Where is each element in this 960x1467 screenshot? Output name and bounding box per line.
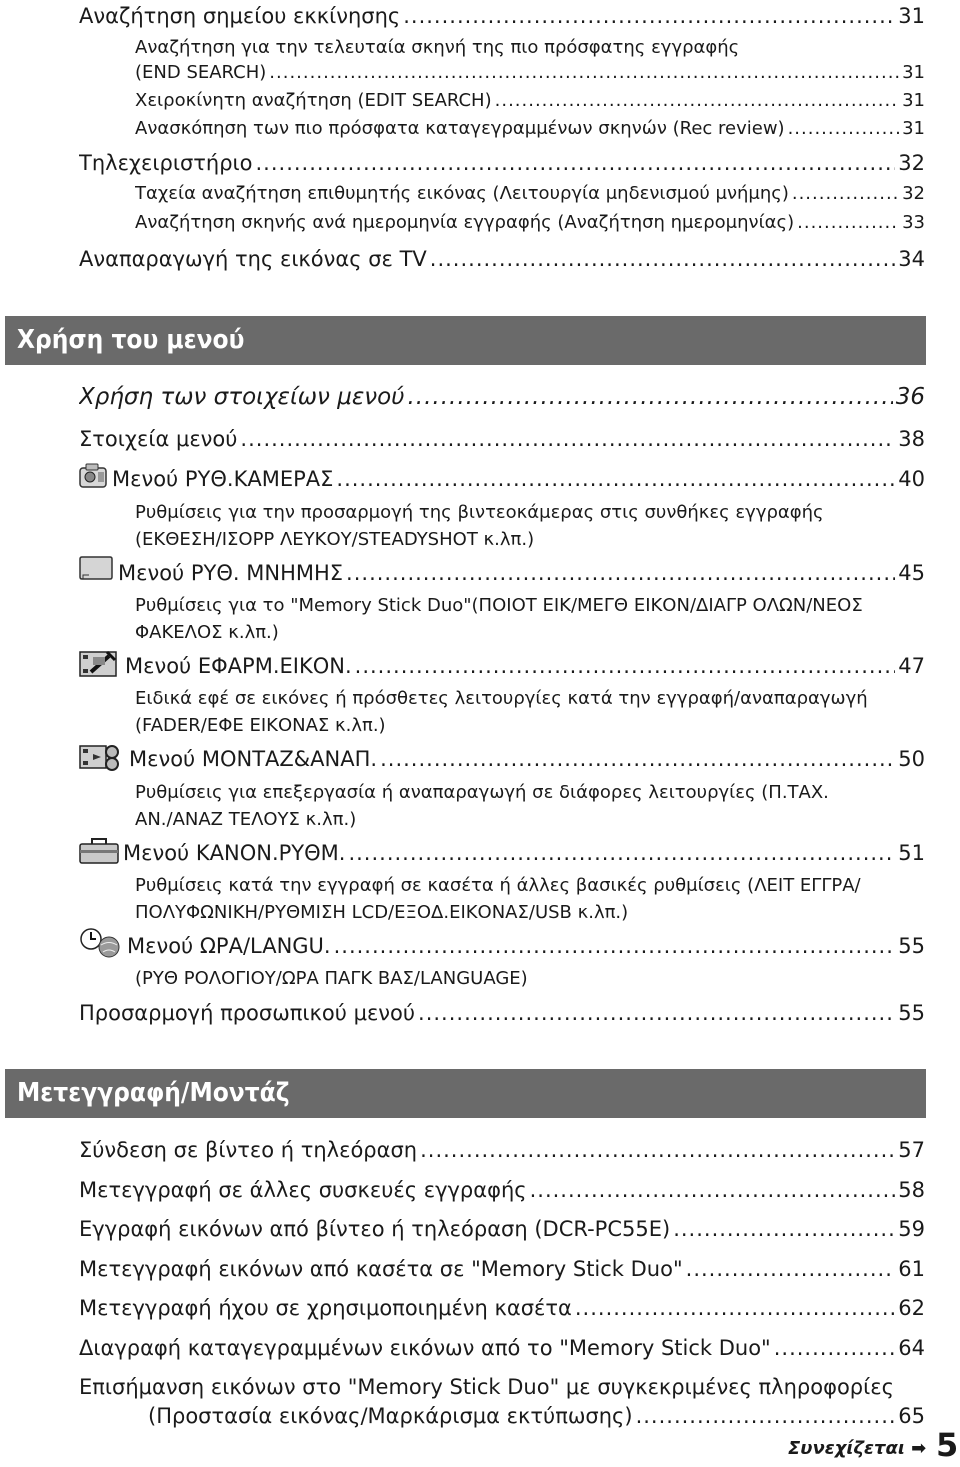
toc-entry-menu-items[interactable]: Στοιχεία μενού ..... 38 (79, 427, 925, 451)
memory-set-description-2: ΦΑΚΕΛΟΣ κ.λπ.) (135, 622, 279, 643)
toc-entry-camera-set[interactable]: Μενού ΡΥΘ.ΚΑΜΕΡΑΣ ..... 40 (112, 467, 925, 491)
edit-play-description-1: Ρυθμίσεις για επεξεργασία ή αναπαραγωγή σε διάφορες λειτουργίες (Π.ΤΑΧ. (135, 782, 829, 803)
toc-entry-search-start[interactable]: Αναζήτηση σημείου εκκίνησης ..... 31 (79, 4, 925, 28)
toc-entry-dubbing[interactable]: Διαγραφή καταγεγραμμένων εικόνων από το "Memory Stick Duo" ..... 64 (79, 1336, 925, 1360)
picture-app-description-2: (FADER/ΕΦΕ ΕΙΚΟΝΑΣ κ.λπ.) (135, 715, 386, 736)
toc-entry-end-search-title: Αναζήτηση για την τελευταία σκηνή της πιο πρόσφατης εγγραφής (135, 37, 740, 58)
memory-set-description-1: Ρυθμίσεις για το "Memory Stick Duo"(ΠΟΙΟΤ ΕΙΚ/ΜΕΓΘ ΕΙΚΟΝ/ΔΙΑΓΡ ΟΛΩΝ/ΝΕΟΣ (135, 595, 863, 616)
toc-entry-rec-review[interactable]: Ανασκόπηση των πιο πρόσφατα καταγεγραμμένων σκηνών (Rec review) ..... 31 (135, 118, 925, 139)
picture-app-description-1: Ειδικά εφέ σε εικόνες ή πρόσθετες λειτουργίες κατά την εγγραφή/αναπαραγωγή (135, 688, 868, 709)
toc-entry-end-search[interactable]: (END SEARCH) ..... 31 (135, 62, 925, 83)
standard-set-description-2: ΠΟΛΥΦΩΝΙΚΗ/ΡΥΘΜΙΣΗ LCD/ΕΞΟΔ.ΕΙΚΟΝΑΣ/USB κ.λπ.) (135, 902, 629, 923)
toc-entry-dubbing[interactable]: Μετεγγραφή σε άλλες συσκευές εγγραφής ..... 58 (79, 1178, 925, 1202)
arrow-right-icon: ➡ (911, 1438, 927, 1459)
camera-set-description-1: Ρυθμίσεις για την προσαρμογή της βιντεοκάμερας στις συνθήκες εγγραφής (135, 502, 824, 523)
toc-entry-marking-title: Επισήμανση εικόνων στο "Memory Stick Duo" με συγκεκριμένες πληροφορίες (79, 1375, 894, 1399)
time-lang-description: (ΡΥΘ ΡΟΛΟΓΙΟΥ/ΩΡΑ ΠΑΓΚ ΒΑΣ/LANGUAGE) (135, 968, 528, 989)
toc-entry-dubbing[interactable]: Εγγραφή εικόνων από βίντεο ή τηλεόραση (DCR-PC55E) ..... 59 (79, 1217, 925, 1241)
toc-entry-zero-memory[interactable]: Ταχεία αναζήτηση επιθυμητής εικόνας (Λειτουργία μηδενισμού μνήμης) ..... 32 (135, 183, 925, 204)
standard-set-description-1: Ρυθμίσεις κατά την εγγραφή σε κασέτα ή άλλες βασικές ρυθμίσεις (ΛΕΙΤ ΕΓΓΡΑ/ (135, 875, 861, 896)
toc-entry-marking[interactable]: (Προστασία εικόνας/Μαρκάρισμα εκτύπωσης) ..... 65 (148, 1404, 925, 1428)
toc-entry-time-lang[interactable]: Μενού ΩΡΑ/LANGU. ..... 55 (127, 934, 925, 958)
clock-globe-icon (79, 928, 121, 962)
camera-settings-icon (79, 463, 107, 493)
toc-entry-dubbing[interactable]: Μετεγγραφή εικόνων από κασέτα σε "Memory Stick Duo" ..... 61 (79, 1257, 925, 1281)
picture-application-icon (79, 648, 119, 682)
camera-set-description-2: (ΕΚΘΕΣΗ/ΙΣΟΡΡ ΛΕΥΚΟΥ/STEADYSHOT κ.λπ.) (135, 529, 535, 550)
toc-entry-edit-search[interactable]: Χειροκίνητη αναζήτηση (EDIT SEARCH) ..... 31 (135, 90, 925, 111)
memory-settings-icon (79, 556, 113, 584)
section-header-menu: Χρήση του μενού (5, 316, 926, 365)
edit-play-icon (79, 742, 123, 776)
toc-entry-picture-app[interactable]: Μενού ΕΦΑΡΜ.ΕΙΚΟΝ. ..... 47 (125, 654, 925, 678)
edit-play-description-2: ΑΝ./ΑΝΑΖ ΤΕΛΟΥΣ κ.λπ.) (135, 809, 357, 830)
toc-entry-tv-playback[interactable]: Αναπαραγωγή της εικόνας σε TV ..... 34 (79, 247, 925, 271)
toc-entry-personal-menu[interactable]: Προσαρμογή προσωπικού μενού ..... 55 (79, 1001, 925, 1025)
toc-entry-dubbing[interactable]: Σύνδεση σε βίντεο ή τηλεόραση ..... 57 (79, 1138, 925, 1162)
toc-entry-dubbing[interactable]: Μετεγγραφή ήχου σε χρησιμοποιημένη κασέτα ..... 62 (79, 1296, 925, 1320)
toc-entry-memory-set[interactable]: Μενού ΡΥΘ. ΜΝΗΜΗΣ ..... 45 (118, 561, 925, 585)
toc-entry-edit-play[interactable]: Μενού ΜΟΝΤΑΖ&ΑΝΑΠ. ..... 50 (129, 747, 925, 771)
toc-entry-using-menu-items[interactable]: Χρήση των στοιχείων μενού ..... 36 (79, 384, 925, 410)
toc-entry-remote[interactable]: Τηλεχειριστήριο ..... 32 (79, 151, 925, 175)
toc-entry-standard-set[interactable]: Μενού ΚΑΝΟΝ.ΡΥΘΜ. ..... 51 (123, 841, 925, 865)
section-header-dubbing: Μετεγγραφή/Μοντάζ (5, 1069, 926, 1118)
toc-entry-date-search[interactable]: Αναζήτηση σκηνής ανά ημερομηνία εγγραφής (Αναζήτηση ημερομηνίας) ..... 33 (135, 212, 925, 233)
continued-label: Συνεχίζεται ➡ (788, 1438, 927, 1459)
toolbox-icon (79, 836, 119, 868)
page-number: 5 (936, 1426, 959, 1464)
